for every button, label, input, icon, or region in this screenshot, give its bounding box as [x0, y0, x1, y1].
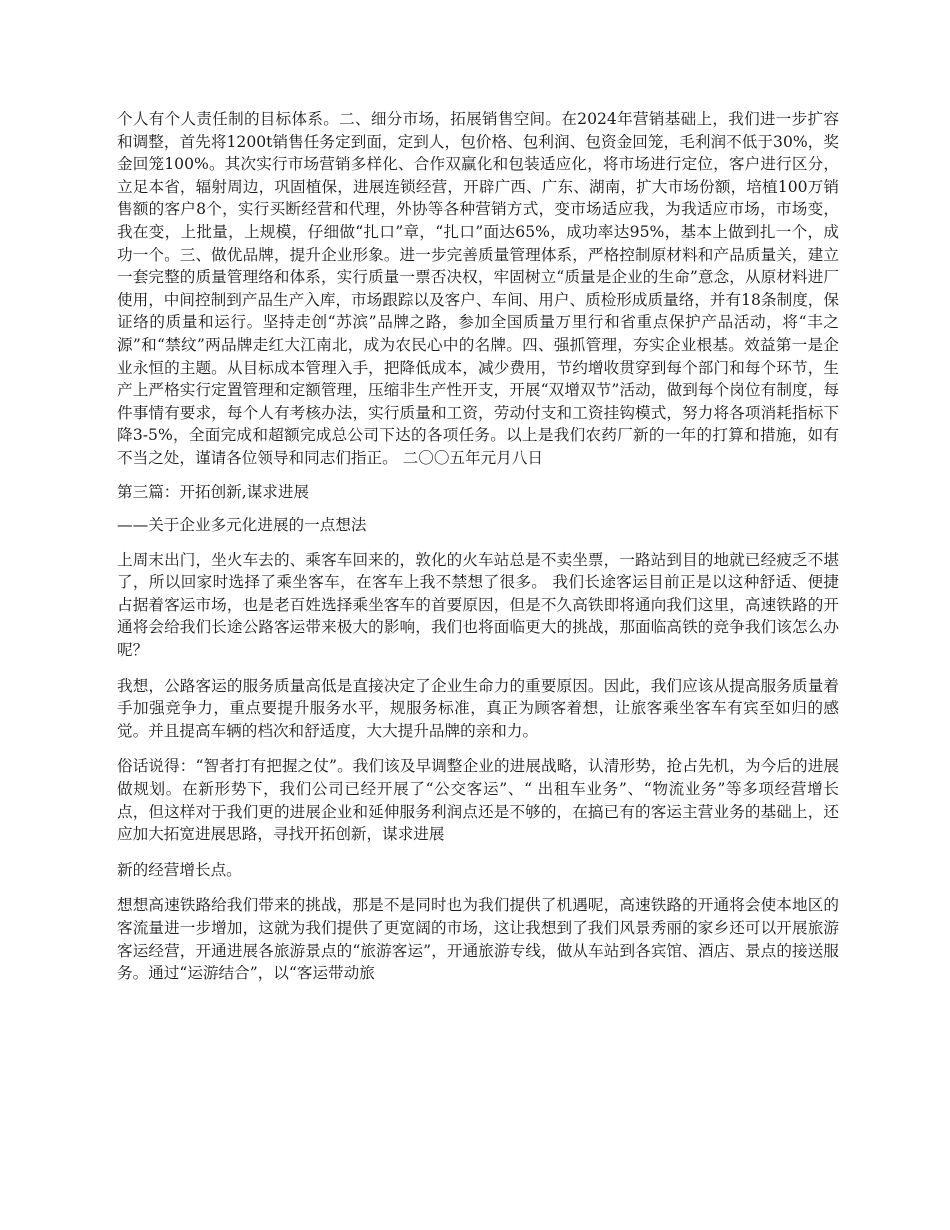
paragraph-plan-continuation: 个人有个人责任制的目标体系。二、细分市场，拓展销售空间。在2024年营销基础上，我们进一步扩容和调整，首先将1200t销售任务定到面，定到人，包价格、包利润、包资金回笼，毛利润不低于30%，奖金回笼100%。其次实行市场营销多样化、合作双赢化和包装适应化，将市场进行定位，客户进行区分，立足本省，辐射周边，巩固植保，进展连锁经营，开辟广西、广东、湖南，扩大市场份额，培植100万销售额的客户8个，实行买断经营和代理，外协等各种营销方式，变市场适应我，为我适应市场，市场变，我在变，上批量，上规模，仔细做“扎口”章，“扎口”面达65%，成功率达95%，基本上做到扎一个，成功一个。三、做优品牌，提升企业形象。进一步完善质量管理体系，严格控制原材料和产品质量关，建立一套完整的质量管理络和体系，实行质量一票否决权，牢固树立“质量是企业的生命”意念，从原材料进厂使用，中间控制到产品生产入库，市场跟踪以及客户、车间、用户、质检形成质量络，并有18条制度，保证络的质量和运行。坚持走创“苏滨”品牌之路，参加全国质量万里行和省重点保护产品活动，将“丰之源”和“禁纹”两品牌走红大江南北，成为农民心中的名牌。四、强抓管理，夯实企业根基。效益第一是企业永恒的主题。从目标成本管理入手，把降低成本，减少费用，节约增收贯穿到每个部门和每个环节，生产上严格实行定置管理和定额管理，压缩非生产性开支，开展“双增双节”活动，做到每个岗位有制度，每件事情有要求，每个人有考核办法，实行质量和工资，劳动付支和工资挂钩模式，努力将各项消耗指标下降3-5%，全面完成和超额完成总公司下达的各项任务。以上是我们农药厂新的一年的打算和措施，如有不当之处，谨请各位领导和同志们指正。 二〇〇五年元月八日	[117, 110, 839, 467]
paragraph-service-quality: 我想，公路客运的服务质量高低是直接决定了企业生命力的重要原因。因此，我们应该从提高服务质量着手加强竞争力，重点要提升服务水平，规服务标准，真正为顾客着想，让旅客乘坐客车有宾至如归的感觉。并且提高车辆的档次和舒适度，大大提升品牌的亲和力。	[117, 676, 839, 740]
section-title: 第三篇：开拓创新,谋求进展	[117, 482, 310, 501]
paragraph-strategy: 俗话说得：“智者打有把握之仗”。我们该及早调整企业的进展战略，认清形势，抢占先机，为今后的进展做规划。在新形势下，我们公司已经开展了“公交客运”、“ 出租车业务”、“物流业务”等多项经营增长点，但这样对于我们更的进展企业和延伸服务利润点还是不够的，在搞已有的客运主营业务的基础上，还应加大拓宽进展思路，寻找开拓创新，谋求进展	[117, 757, 839, 844]
paragraph-train-trip: 上周末出门，坐火车去的、乘客车回来的，敦化的火车站总是不卖坐票，一路站到目的地就已经疲乏不堪了，所以回家时选择了乘坐客车，在客车上我不禁想了很多。 我们长途客运目前正是以这种舒适、便捷占据着客运市场，也是老百姓选择乘坐客车的首要原因，但是不久高铁即将通向我们这里，高速铁路的开通将会给我们长途公路客运带来极大的影响，我们也将面临更大的挑战，那面临高铁的竞争我们该怎么办呢？	[117, 550, 839, 660]
paragraph-tourism: 想想高速铁路给我们带来的挑战，那是不是同时也为我们提供了机遇呢，高速铁路的开通将会使本地区的客流量进一步增加，这就为我们提供了更宽阔的市场，这让我想到了我们风景秀丽的家乡还可以开展旅游客运经营，开通进展各旅游景点的“旅游客运”，开通旅游专线，做从车站到各宾馆、酒店、景点的接送服务。通过“运游结合”，以“客运带动旅	[117, 896, 839, 983]
section-subtitle: ——关于企业多元化进展的一点想法	[117, 516, 367, 535]
document-page	[117, 108, 839, 998]
paragraph-growth-point: 新的经营增长点。	[117, 860, 242, 879]
